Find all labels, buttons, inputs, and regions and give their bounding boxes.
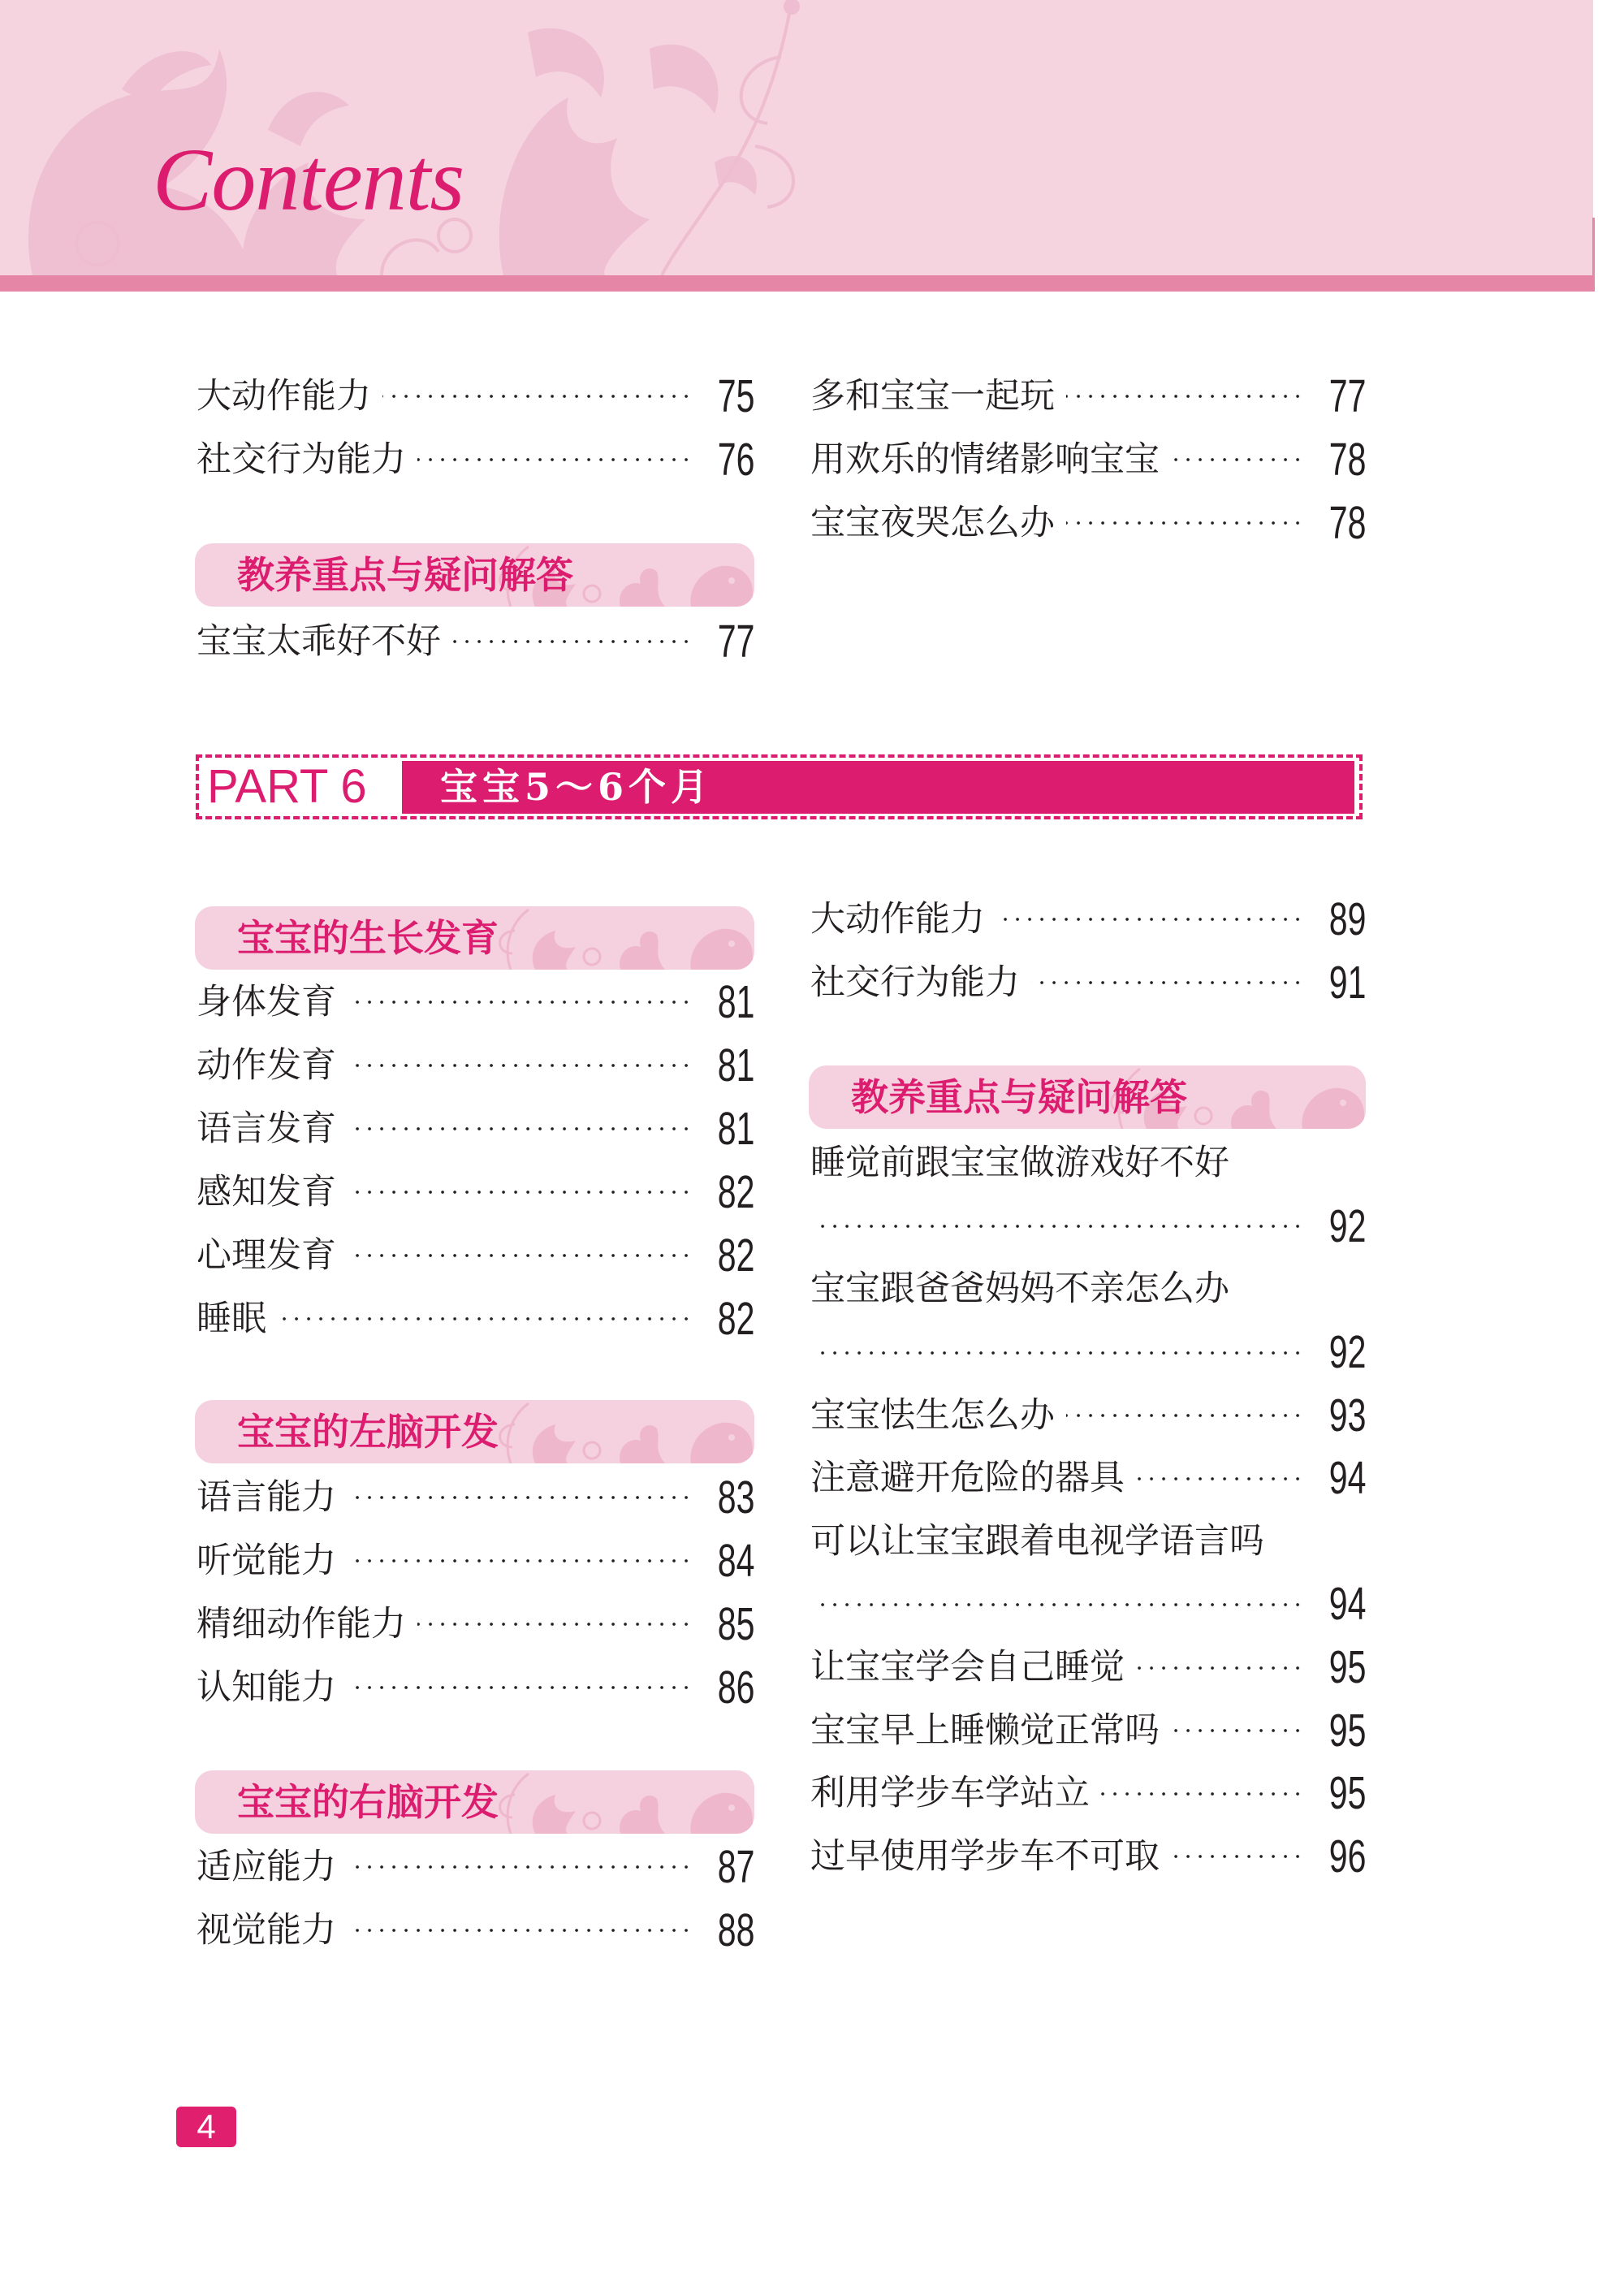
dot-leader bbox=[1031, 979, 1304, 986]
section-heading bbox=[195, 906, 754, 970]
toc-entry bbox=[809, 491, 1366, 555]
entry-title: 睡眠 bbox=[197, 1298, 266, 1339]
page-number: 94 bbox=[1328, 1578, 1366, 1631]
toc-entry bbox=[195, 1529, 754, 1593]
page-number: 82 bbox=[717, 1165, 754, 1218]
floral-ornament-icon bbox=[478, 1400, 754, 1463]
toc-entry bbox=[195, 970, 754, 1034]
entry-title: 语言能力 bbox=[197, 1476, 336, 1518]
dot-leader bbox=[382, 393, 693, 400]
dot-leader bbox=[348, 1189, 693, 1195]
toc-column-left-top bbox=[195, 365, 754, 673]
toc-entry bbox=[809, 1636, 1366, 1700]
dot-leader bbox=[348, 1494, 693, 1501]
dot-leader bbox=[1066, 520, 1304, 526]
header-edge-line bbox=[1592, 218, 1595, 292]
section-heading-label: 教养重点与疑问解答 bbox=[851, 1075, 1187, 1119]
dot-leader bbox=[417, 456, 693, 463]
toc-entry-continuation bbox=[809, 1573, 1366, 1636]
page-number: 85 bbox=[717, 1597, 754, 1650]
dot-leader bbox=[348, 1558, 693, 1564]
dot-leader bbox=[1171, 456, 1304, 463]
toc-entry bbox=[809, 1699, 1366, 1762]
dot-leader bbox=[1136, 1665, 1304, 1671]
page-number: 88 bbox=[717, 1904, 754, 1956]
dot-leader bbox=[814, 1350, 1304, 1356]
entry-title: 视觉能力 bbox=[197, 1909, 336, 1951]
section-heading bbox=[195, 1400, 754, 1463]
part-title-bar bbox=[402, 761, 1354, 814]
page-number: 81 bbox=[717, 1102, 754, 1155]
dot-leader bbox=[417, 1621, 693, 1627]
page-number: 77 bbox=[1328, 370, 1366, 422]
toc-entry-continuation bbox=[809, 1321, 1366, 1385]
page-number: 77 bbox=[717, 615, 754, 668]
toc-entry bbox=[195, 1224, 754, 1287]
page-number: 81 bbox=[717, 1039, 754, 1091]
dot-leader bbox=[452, 638, 693, 645]
page-number: 78 bbox=[1328, 496, 1366, 549]
dot-leader bbox=[348, 1864, 693, 1870]
page-number: 95 bbox=[1328, 1704, 1366, 1757]
dot-leader bbox=[814, 1601, 1304, 1608]
section-heading-label: 宝宝的右脑开发 bbox=[237, 1780, 499, 1824]
dot-leader bbox=[1136, 1476, 1304, 1482]
page-number: 89 bbox=[1328, 892, 1366, 945]
dot-leader bbox=[1171, 1853, 1304, 1860]
toc-entry-continuation bbox=[809, 1195, 1366, 1259]
toc-entry bbox=[195, 1835, 754, 1899]
toc-entry bbox=[195, 1656, 754, 1719]
dot-leader bbox=[1171, 1727, 1304, 1734]
page-number: 78 bbox=[1328, 433, 1366, 486]
toc-column-right-top bbox=[809, 365, 1366, 555]
entry-title: 多和宝宝一起玩 bbox=[810, 375, 1055, 417]
toc-entry bbox=[809, 951, 1366, 1014]
section-heading-label: 宝宝的生长发育 bbox=[237, 916, 499, 960]
toc-entry bbox=[809, 1384, 1366, 1447]
entry-title: 语言发育 bbox=[197, 1108, 336, 1149]
toc-entry bbox=[809, 1258, 1366, 1321]
dot-leader bbox=[1066, 1412, 1304, 1419]
toc-entry bbox=[809, 365, 1366, 428]
section-heading-label: 宝宝的左脑开发 bbox=[237, 1410, 499, 1454]
page-number: 82 bbox=[717, 1229, 754, 1281]
toc-entry bbox=[809, 1511, 1366, 1574]
floral-ornament-icon bbox=[478, 906, 754, 970]
toc-entry bbox=[195, 1899, 754, 1962]
entry-title: 心理发育 bbox=[197, 1234, 336, 1276]
dot-leader bbox=[348, 1927, 693, 1934]
dot-leader bbox=[348, 1126, 693, 1132]
dot-leader bbox=[348, 1252, 693, 1259]
entry-title: 可以让宝宝跟着电视学语言吗 bbox=[810, 1520, 1264, 1562]
page-title: Contents bbox=[153, 130, 464, 229]
entry-title: 利用学步车学站立 bbox=[810, 1773, 1090, 1814]
part-title: 宝宝5～6个月 bbox=[440, 765, 714, 809]
entry-title: 注意避开危险的器具 bbox=[810, 1458, 1125, 1499]
entry-title: 社交行为能力 bbox=[197, 439, 406, 480]
toc-entry bbox=[195, 365, 754, 428]
entry-title: 大动作能力 bbox=[197, 375, 371, 417]
toc-entry bbox=[809, 1447, 1366, 1511]
section-heading-label: 教养重点与疑问解答 bbox=[237, 553, 573, 597]
part-label: PART 6 bbox=[207, 760, 367, 813]
page-number: 91 bbox=[1328, 956, 1366, 1009]
dot-leader bbox=[348, 1684, 693, 1691]
page-number: 81 bbox=[717, 975, 754, 1028]
dot-leader bbox=[1066, 393, 1304, 400]
entry-title: 睡觉前跟宝宝做游戏好不好 bbox=[810, 1143, 1229, 1184]
entry-title: 精细动作能力 bbox=[197, 1603, 406, 1644]
entry-title: 身体发育 bbox=[197, 981, 336, 1022]
toc-entry bbox=[809, 1132, 1366, 1195]
toc-column-left-part6 bbox=[195, 906, 754, 1962]
page-number: 86 bbox=[717, 1661, 754, 1714]
dot-leader bbox=[348, 1062, 693, 1069]
toc-entry bbox=[195, 1160, 754, 1224]
toc-entry bbox=[195, 1593, 754, 1656]
dot-leader bbox=[814, 1223, 1304, 1230]
entry-title: 用欢乐的情绪影响宝宝 bbox=[810, 439, 1160, 480]
toc-entry bbox=[195, 1466, 754, 1529]
entry-title: 大动作能力 bbox=[810, 898, 985, 940]
entry-title: 让宝宝学会自己睡觉 bbox=[810, 1647, 1125, 1688]
page-number: 95 bbox=[1328, 1641, 1366, 1694]
entry-title: 社交行为能力 bbox=[810, 962, 1020, 1003]
entry-title: 听觉能力 bbox=[197, 1540, 336, 1581]
page-number: 76 bbox=[717, 433, 754, 486]
section-heading bbox=[809, 1065, 1366, 1129]
dot-leader bbox=[348, 999, 693, 1005]
entry-title: 适应能力 bbox=[197, 1846, 336, 1887]
page-number: 92 bbox=[1328, 1199, 1366, 1252]
entry-title: 宝宝太乖好不好 bbox=[197, 620, 441, 662]
page-number: 94 bbox=[1328, 1452, 1366, 1505]
section-heading bbox=[195, 543, 754, 607]
header-band bbox=[0, 275, 1595, 292]
entry-title: 动作发育 bbox=[197, 1044, 336, 1086]
dot-leader bbox=[1101, 1791, 1304, 1797]
toc-entry bbox=[195, 610, 754, 673]
dot-leader bbox=[996, 916, 1304, 923]
page-number: 84 bbox=[717, 1534, 754, 1587]
toc-entry bbox=[809, 428, 1366, 491]
entry-title: 过早使用学步车不可取 bbox=[810, 1835, 1160, 1877]
page-number: 87 bbox=[717, 1840, 754, 1893]
page-number: 83 bbox=[717, 1471, 754, 1523]
floral-ornament-icon bbox=[478, 1770, 754, 1834]
page-number-badge: 4 bbox=[176, 2107, 236, 2147]
toc-column-right-part6 bbox=[809, 888, 1366, 1888]
section-heading bbox=[195, 1770, 754, 1834]
entry-title: 宝宝怯生怎么办 bbox=[810, 1394, 1055, 1436]
toc-entry bbox=[195, 428, 754, 491]
entry-title: 宝宝跟爸爸妈妈不亲怎么办 bbox=[810, 1268, 1229, 1310]
entry-title: 认知能力 bbox=[197, 1666, 336, 1708]
dot-leader bbox=[278, 1316, 693, 1322]
toc-entry bbox=[195, 1034, 754, 1097]
page-number: 93 bbox=[1328, 1389, 1366, 1441]
entry-title: 感知发育 bbox=[197, 1171, 336, 1212]
page-number: 92 bbox=[1328, 1326, 1366, 1379]
entry-title: 宝宝早上睡懒觉正常吗 bbox=[810, 1709, 1160, 1751]
toc-entry bbox=[809, 888, 1366, 951]
toc-entry bbox=[809, 1762, 1366, 1826]
toc-entry bbox=[195, 1097, 754, 1160]
entry-title: 宝宝夜哭怎么办 bbox=[810, 502, 1055, 543]
toc-entry bbox=[809, 1826, 1366, 1889]
page-number: 75 bbox=[717, 370, 754, 422]
toc-entry bbox=[195, 1287, 754, 1351]
page-number: 96 bbox=[1328, 1830, 1366, 1882]
page-number: 82 bbox=[717, 1292, 754, 1345]
page-number: 95 bbox=[1328, 1767, 1366, 1820]
